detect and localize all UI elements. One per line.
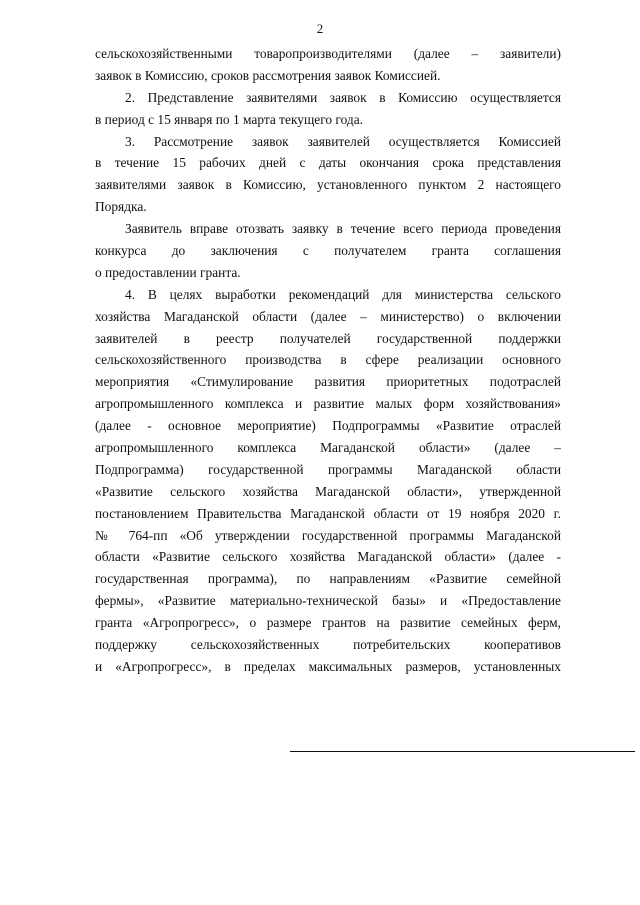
text-line: сельскохозяйственными товаропроизводителями (далее – заявители) <box>95 46 561 61</box>
text-line: и «Агропрогресс», в пределах максимальных размеров, установленных <box>95 658 561 674</box>
text-line: конкурса до заключения с получателем гранта соглашения <box>95 243 561 259</box>
text-line: в течение 15 рабочих дней с даты окончания срока представления <box>95 155 561 171</box>
text-line: 4. В целях выработки рекомендаций для министерства сельского <box>125 286 561 302</box>
text-line: фермы», «Развитие материально-технической базы» и «Предоставление <box>95 593 561 609</box>
text-line: поддержку сельскохозяйственных потребительских кооперативов <box>95 637 561 653</box>
text-line: сельскохозяйственного производства в сфере реализации основного <box>95 352 561 368</box>
text-line: Порядка. <box>95 199 147 215</box>
text-line: агропромышленного комплекса Магаданской области» (далее – <box>95 440 561 456</box>
text-line: агропромышленного комплекса и развитие малых форм хозяйствования» <box>95 396 561 412</box>
text-line: заявителей в реестр получателей государственной поддержки <box>95 330 561 346</box>
page-number: 2 <box>316 21 324 36</box>
text-line: заявителями заявок в Комиссию, установленного пунктом 2 настоящего <box>95 177 561 193</box>
text-line: «Развитие сельского хозяйства Магаданской области», утвержденной <box>95 483 561 499</box>
text-line: заявок в Комиссию, сроков рассмотрения заявок Комиссией. <box>95 67 441 83</box>
text-line: 3. Рассмотрение заявок заявителей осуществляется Комиссией <box>125 133 561 149</box>
text-line: Подпрограмма) государственной программы Магаданской области <box>95 461 561 477</box>
text-line: 2. Представление заявителями заявок в Комиссию осуществляется <box>125 89 561 105</box>
text-line: Заявитель вправе отозвать заявку в течение всего периода проведения <box>125 221 561 237</box>
document-body <box>95 43 561 678</box>
text-line: в период с 15 января по 1 марта текущего года. <box>95 111 363 127</box>
text-line: (далее - основное мероприятие) Подпрограммы «Развитие отраслей <box>95 418 561 434</box>
text-line: о предоставлении гранта. <box>95 264 241 280</box>
footer-rule <box>290 751 635 752</box>
text-line: хозяйства Магаданской области (далее – министерство) о включении <box>95 308 561 324</box>
text-line: области «Развитие сельского хозяйства Магаданской области» (далее - <box>95 549 561 565</box>
text-line: государственная программа), по направлениям «Развитие семейной <box>95 571 561 587</box>
text-line: постановлением Правительства Магаданской области от 19 ноября 2020 г. <box>95 505 561 521</box>
text-line: № 764-пп «Об утверждении государственной программы Магаданской <box>95 527 561 543</box>
text-line: мероприятия «Стимулирование развития приоритетных подотраслей <box>95 374 561 390</box>
text-line: гранта «Агропрогресс», о размере грантов на развитие семейных ферм, <box>95 615 561 631</box>
